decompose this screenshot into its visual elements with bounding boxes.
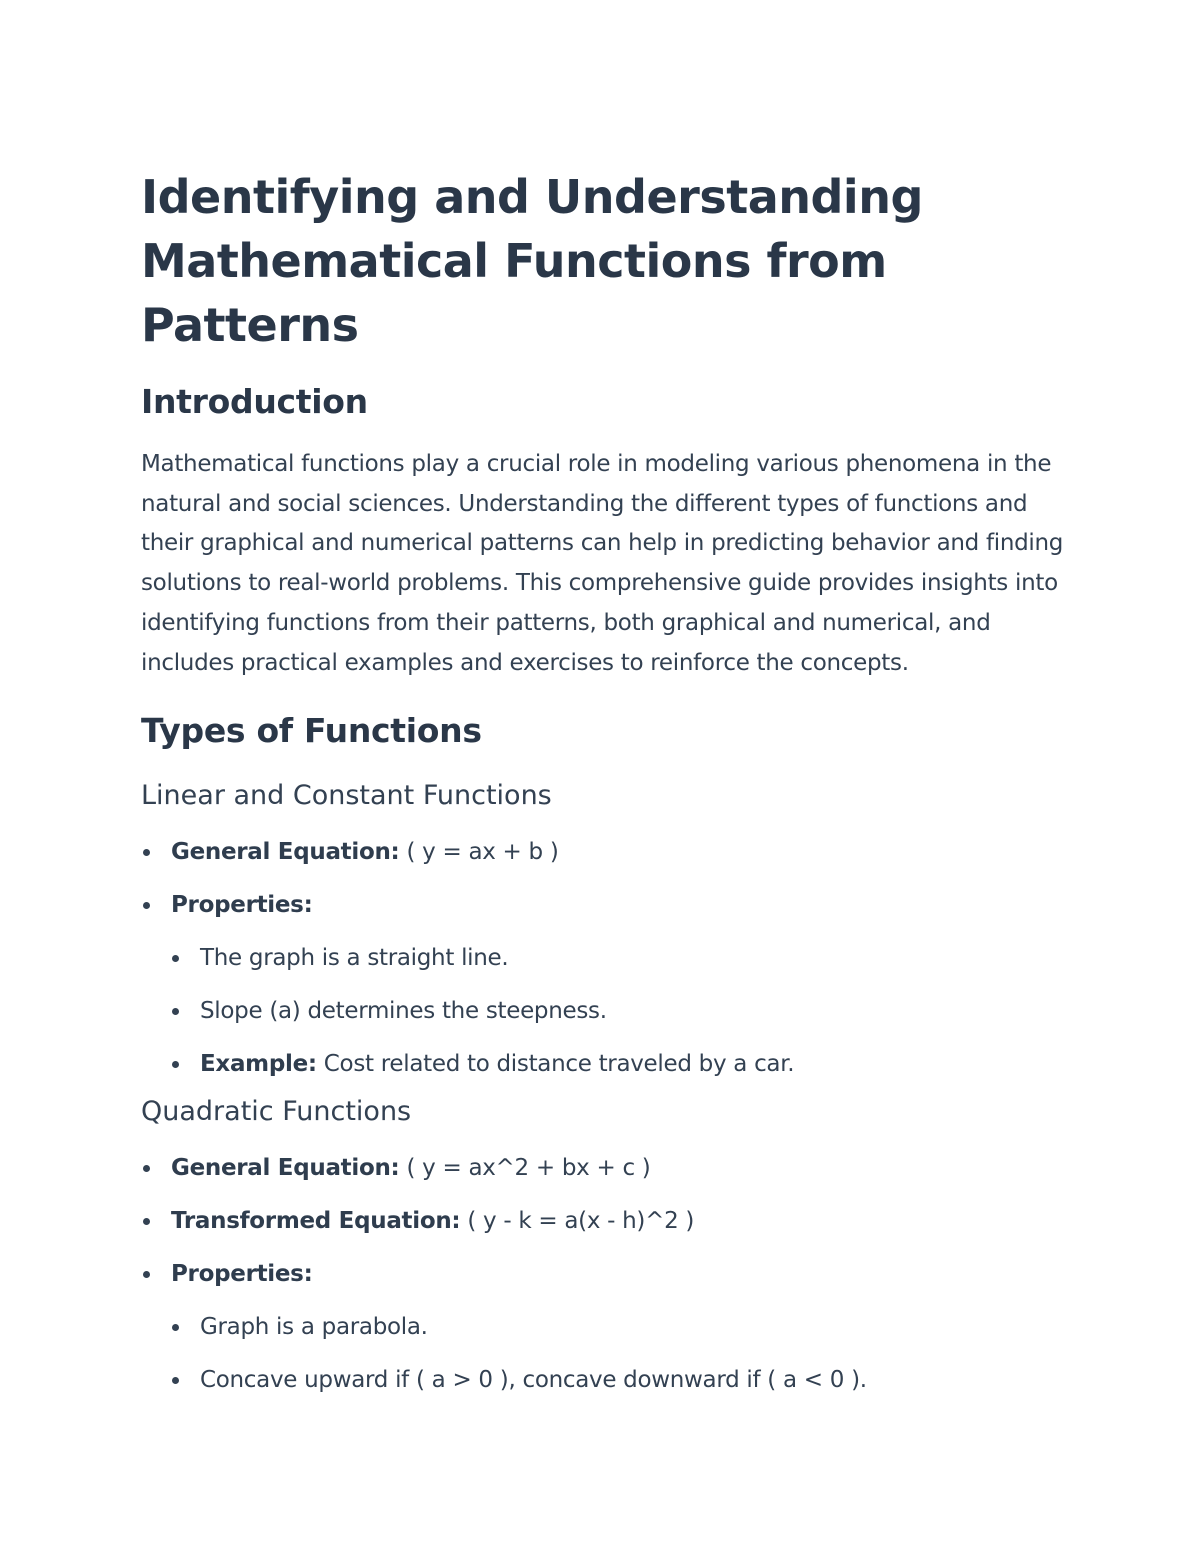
document-page bbox=[141, 165, 1071, 1407]
general-equation-value: ( y = ax^2 + bx + c ) bbox=[399, 1155, 651, 1182]
title-line-1: Identifying and Understanding bbox=[141, 170, 923, 224]
bullet-icon bbox=[143, 1218, 150, 1225]
list-item bbox=[141, 1248, 1071, 1301]
list-item: Graph is a parabola. bbox=[141, 1301, 1071, 1354]
linear-functions-heading: Linear and Constant Functions bbox=[141, 780, 552, 812]
transformed-equation-label: Transformed Equation: bbox=[171, 1208, 461, 1235]
bullet-icon bbox=[172, 1377, 179, 1384]
types-of-functions-heading: Types of Functions bbox=[141, 711, 482, 751]
bullet-icon bbox=[143, 849, 150, 856]
introduction-heading: Introduction bbox=[141, 382, 368, 421]
general-equation-label: General Equation: bbox=[171, 1155, 400, 1182]
linear-properties-list bbox=[141, 932, 1071, 1091]
example-value: Cost related to distance traveled by a car. bbox=[316, 1051, 795, 1078]
list-item bbox=[141, 1038, 1071, 1091]
linear-list bbox=[141, 826, 1071, 932]
bullet-icon bbox=[172, 1008, 179, 1015]
list-item bbox=[141, 826, 1071, 879]
title-line-2: Mathematical Functions from Patterns bbox=[141, 234, 887, 352]
page-title bbox=[141, 165, 1071, 357]
list-item: Concave upward if ( a > 0 ), concave downward if ( a < 0 ). bbox=[141, 1354, 1071, 1407]
bullet-icon bbox=[172, 955, 179, 962]
properties-label: Properties: bbox=[171, 892, 313, 919]
general-equation-value: ( y = ax + b ) bbox=[399, 839, 559, 866]
bullet-icon bbox=[172, 1061, 179, 1068]
quadratic-list bbox=[141, 1142, 1071, 1301]
bullet-icon bbox=[143, 902, 150, 909]
transformed-equation-value: ( y - k = a(x - h)^2 ) bbox=[460, 1208, 695, 1235]
list-item bbox=[141, 1195, 1071, 1248]
bullet-icon bbox=[172, 1324, 179, 1331]
list-item bbox=[141, 1142, 1071, 1195]
introduction-paragraph: Mathematical functions play a crucial role in modeling various phenomena in the natural and social sciences. Understanding the different types of functions and their graphical and numerical patterns can help in predicting behavior and finding solutions to real-world problems. This comprehensive guide provides insights into identifying functions from their patterns, both graphical and numerical, and includes practical examples and exercises to reinforce the concepts. bbox=[141, 451, 1064, 676]
general-equation-label: General Equation: bbox=[171, 839, 400, 866]
properties-label: Properties: bbox=[171, 1261, 313, 1288]
example-label: Example: bbox=[200, 1051, 317, 1078]
quadratic-properties-list bbox=[141, 1301, 1071, 1407]
list-item bbox=[141, 879, 1071, 932]
quadratic-functions-heading: Quadratic Functions bbox=[141, 1096, 412, 1128]
bullet-icon bbox=[143, 1271, 150, 1278]
list-item: Slope (a) determines the steepness. bbox=[141, 985, 1071, 1038]
list-item: The graph is a straight line. bbox=[141, 932, 1071, 985]
bullet-icon bbox=[143, 1165, 150, 1172]
